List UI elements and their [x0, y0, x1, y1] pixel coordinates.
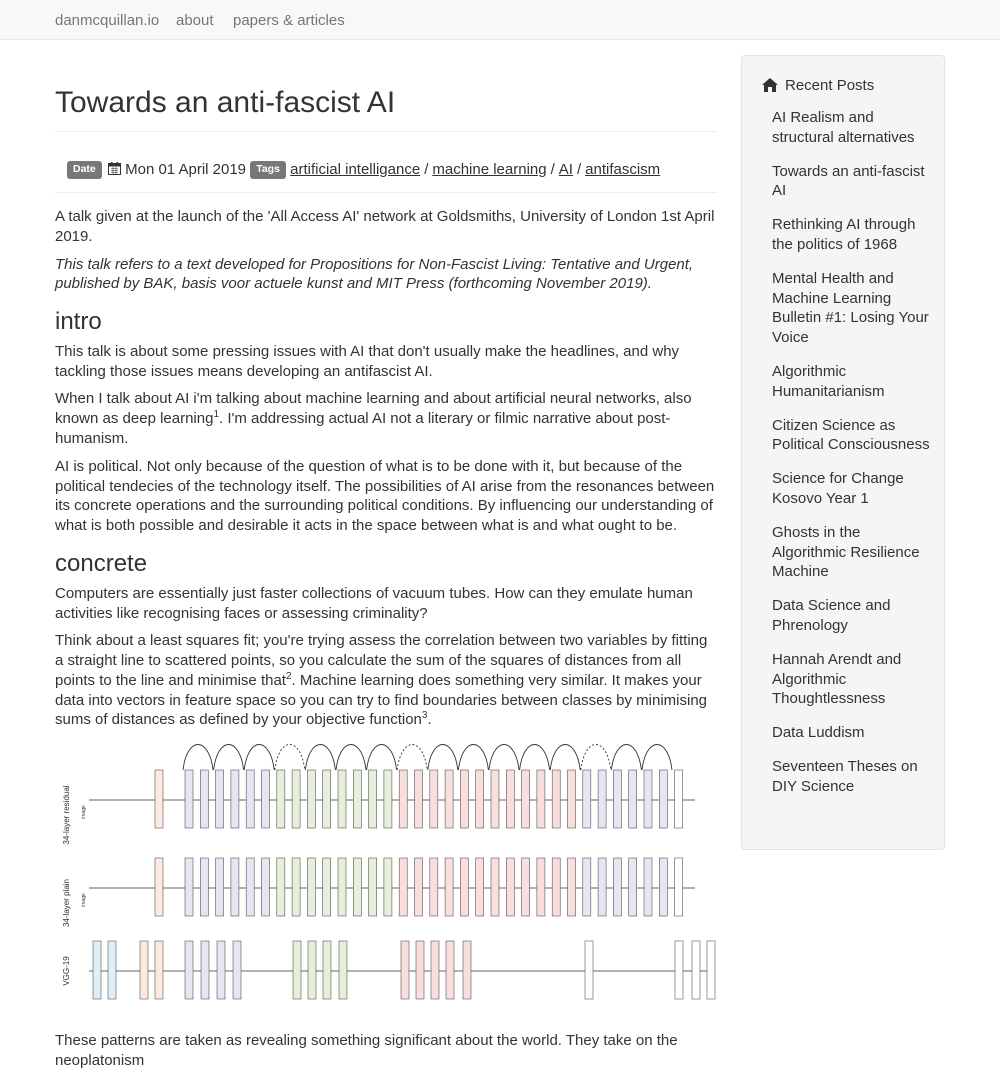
- paragraph: When I talk about AI i'm talking about machine learning and about artificial neural networks, also known as deep learning$^1$. I'm addressing actual AI not a literary or filmic narrative about post-humanism.: [55, 390, 692, 448]
- paragraph: These patterns are taken as revealing something significant about the world. They take on the neoplatonism: [55, 1032, 678, 1070]
- layer-block: [506, 770, 514, 828]
- skip-connection: [428, 745, 458, 771]
- skip-connection: [244, 745, 274, 771]
- skip-connection: [581, 745, 611, 771]
- nav-about-link[interactable]: about: [176, 12, 214, 29]
- skip-connection: [305, 745, 335, 771]
- article-body: [55, 207, 717, 1079]
- layer-block: [339, 941, 347, 999]
- layer-block: [506, 858, 514, 916]
- skip-connection: [642, 745, 672, 771]
- layer-block: [233, 941, 241, 999]
- recent-post-link[interactable]: Rethinking AI through the politics of 1968: [772, 216, 916, 253]
- layer-block: [353, 858, 361, 916]
- recent-post-link[interactable]: Towards an anti-fascist AI: [772, 162, 925, 200]
- recent-post-link[interactable]: Data Science and Phrenology: [772, 597, 891, 634]
- skip-connection: [183, 745, 213, 771]
- layer-block: [629, 770, 637, 828]
- layer-block: [338, 858, 346, 916]
- recent-post-link[interactable]: Seventeen Theses on DIY Science: [772, 757, 918, 795]
- meta-divider: [55, 192, 717, 193]
- layer-block: [217, 941, 225, 999]
- tags-badge: Tags: [250, 161, 286, 179]
- layer-block: [446, 941, 454, 999]
- list-item: [772, 723, 932, 743]
- footnote-link[interactable]: 3: [421, 710, 428, 722]
- tag-separator: /: [576, 161, 582, 178]
- layer-block: [399, 858, 407, 916]
- tag-separator: /: [550, 161, 555, 178]
- recent-post-link[interactable]: Algorithmic Humanitarianism: [772, 362, 885, 400]
- row-label: 34-layer plain: [62, 879, 71, 928]
- page-title: Towards an anti-fascist AI: [55, 86, 396, 119]
- recent-post-link[interactable]: Data Luddism: [772, 724, 865, 742]
- section-heading-concrete: concrete: [55, 550, 148, 578]
- layer-block: [675, 941, 683, 999]
- sidebar-heading: Recent Posts: [785, 77, 875, 94]
- list-item: [772, 523, 932, 582]
- layer-block: [552, 770, 560, 828]
- recent-posts-sidebar: [741, 55, 945, 850]
- nav-papers-link[interactable]: papers & articles: [233, 12, 345, 29]
- paragraph: Computers are essentially just faster collections of vacuum tubes. How can they emulate human activities like recognising faces or assessing criminality?: [55, 584, 693, 622]
- recent-posts-list: [772, 108, 932, 811]
- layer-block: [200, 858, 208, 916]
- recent-post-link[interactable]: AI Realism and structural alternatives: [772, 109, 915, 146]
- layer-block: [585, 941, 593, 999]
- layer-block: [644, 858, 652, 916]
- layer-block: [399, 770, 407, 828]
- layer-block: [460, 770, 468, 828]
- layer-block: [675, 770, 683, 828]
- intro-line: A talk given at the launch of the 'All Access AI' network at Goldsmiths, University of London 1st April 2019.: [55, 208, 715, 245]
- layer-block: [231, 858, 239, 916]
- list-item: [772, 215, 932, 255]
- layer-block: [430, 770, 438, 828]
- layer-block: [201, 941, 209, 999]
- layer-block: [552, 858, 560, 916]
- date-badge: Date: [67, 161, 102, 179]
- home-icon: [761, 77, 779, 93]
- layer-block: [384, 770, 392, 828]
- tag-separator: /: [424, 161, 429, 178]
- layer-block: [216, 770, 224, 828]
- layer-block: [415, 858, 423, 916]
- layer-block: [262, 858, 270, 916]
- layer-block: [155, 770, 163, 828]
- layer-block: [707, 941, 715, 999]
- footnote-link[interactable]: 1: [213, 409, 220, 421]
- layer-block: [522, 770, 530, 828]
- layer-block: [369, 858, 377, 916]
- layer-block: [491, 858, 499, 916]
- layer-block: [216, 858, 224, 916]
- layer-block: [568, 770, 576, 828]
- layer-block: [307, 770, 315, 828]
- layer-block: [445, 858, 453, 916]
- paragraph: AI is political. Not only because of the question of what is to be done with it, but because of the political tendecies of the technology itself. The possibilities of AI arise from the resonances between its concrete operations and the surrounding political conditions. By influencing our understanding of what is both possible and desirable it acts in the space between what is and what ought to be.: [55, 457, 715, 535]
- skip-connection: [458, 745, 488, 771]
- footnote-link[interactable]: 2: [285, 670, 292, 682]
- input-label: image: [81, 893, 87, 908]
- layer-block: [415, 770, 423, 828]
- layer-block: [200, 770, 208, 828]
- recent-post-link[interactable]: Citizen Science as Political Consciousness: [772, 416, 930, 454]
- skip-connection: [611, 745, 641, 771]
- title-divider: [55, 131, 717, 132]
- list-item: [772, 469, 932, 509]
- layer-block: [675, 858, 683, 916]
- layer-block: [93, 941, 101, 999]
- layer-block: [108, 941, 116, 999]
- tag-link[interactable]: AI: [558, 161, 573, 178]
- list-item: [772, 416, 932, 456]
- layer-block: [277, 858, 285, 916]
- section-heading-intro: intro: [55, 308, 102, 336]
- layer-block: [613, 770, 621, 828]
- layer-block: [293, 941, 301, 999]
- layer-block: [445, 770, 453, 828]
- recent-post-link[interactable]: Hannah Arendt and Algorithmic Thoughtlessness: [772, 650, 902, 708]
- tag-link[interactable]: antifascism: [585, 161, 661, 178]
- layer-block: [430, 858, 438, 916]
- top-navbar: [0, 0, 1000, 40]
- skip-connection: [397, 745, 427, 771]
- list-item: [772, 650, 932, 709]
- tag-link[interactable]: artificial intelligance: [290, 161, 421, 178]
- layer-block: [140, 941, 148, 999]
- layer-block: [583, 770, 591, 828]
- recent-post-link[interactable]: Science for Change Kosovo Year 1: [772, 470, 904, 507]
- layer-block: [416, 941, 424, 999]
- layer-block: [185, 770, 193, 828]
- recent-post-link[interactable]: Ghosts in the Algorithmic Resilience Machine: [772, 523, 920, 581]
- tag-link[interactable]: machine learning: [432, 161, 547, 178]
- layer-block: [460, 858, 468, 916]
- nav-brand-link[interactable]: danmcquillan.io: [55, 12, 160, 29]
- layer-block: [307, 858, 315, 916]
- layer-block: [338, 770, 346, 828]
- layer-block: [277, 770, 285, 828]
- layer-block: [155, 941, 163, 999]
- list-item: [772, 269, 932, 348]
- list-item: [772, 108, 932, 148]
- layer-block: [246, 770, 254, 828]
- skip-connection: [520, 745, 550, 771]
- layer-block: [659, 858, 667, 916]
- list-item: [772, 362, 932, 402]
- post-date: Mon 01 April 2019: [125, 161, 247, 178]
- row-label: VGG-19: [62, 956, 71, 986]
- list-item: [772, 162, 932, 202]
- skip-connection: [214, 745, 244, 771]
- article-meta: [67, 160, 660, 180]
- layer-block: [463, 941, 471, 999]
- layer-block: [369, 770, 377, 828]
- layer-block: [384, 858, 392, 916]
- layer-block: [598, 770, 606, 828]
- layer-block: [308, 941, 316, 999]
- layer-block: [292, 770, 300, 828]
- network-diagram: [55, 740, 717, 1025]
- layer-block: [644, 770, 652, 828]
- layer-block: [537, 858, 545, 916]
- layer-block: [185, 941, 193, 999]
- layer-block: [568, 858, 576, 916]
- skip-connection: [336, 745, 366, 771]
- resnet-architecture-figure: [55, 740, 717, 1025]
- layer-block: [323, 941, 331, 999]
- layer-block: [292, 858, 300, 916]
- layer-block: [431, 941, 439, 999]
- calendar-icon: [108, 162, 121, 175]
- layer-block: [598, 858, 606, 916]
- layer-block: [476, 858, 484, 916]
- recent-post-link[interactable]: Mental Health and Machine Learning Bulletin #1: Losing Your Voice: [772, 269, 929, 347]
- layer-block: [401, 941, 409, 999]
- layer-block: [491, 770, 499, 828]
- list-item: [772, 757, 932, 797]
- row-label: 34-layer residual: [62, 785, 71, 845]
- layer-block: [231, 770, 239, 828]
- layer-block: [262, 770, 270, 828]
- paragraph: Think about a least squares fit; you're trying assess the correlation between two variables by fitting a straight line to scattered points, so you calculate the sum of the squares of distances from all points to the line and minimise that$^2$. Machine learning does something very similar. It makes your data into vectors in feature space so you can try to find boundaries between classes by minimising sums of distances as defined by your objective function$^3$.: [55, 632, 708, 729]
- input-label: image: [81, 805, 87, 820]
- layer-block: [522, 858, 530, 916]
- layer-block: [583, 858, 591, 916]
- layer-block: [476, 770, 484, 828]
- note-text: This talk refers to a text developed for Propositions for Non-Fascist Living: Tentative and Urgent, published by BAK, basis voor actuele kunst and MIT Press (forthcoming November 2019).: [55, 255, 694, 293]
- skip-connection: [275, 745, 305, 771]
- layer-block: [155, 858, 163, 916]
- layer-block: [537, 770, 545, 828]
- layer-block: [353, 770, 361, 828]
- layer-block: [323, 858, 331, 916]
- layer-block: [659, 770, 667, 828]
- layer-block: [246, 858, 254, 916]
- layer-block: [185, 858, 193, 916]
- skip-connection: [550, 745, 580, 771]
- paragraph: This talk is about some pressing issues with AI that don't usually make the headlines, and why tackling those issues means developing an antifascist AI.: [55, 342, 680, 380]
- layer-block: [613, 858, 621, 916]
- skip-connection: [367, 745, 397, 771]
- layer-block: [692, 941, 700, 999]
- skip-connection: [489, 745, 519, 771]
- layer-block: [629, 858, 637, 916]
- layer-block: [323, 770, 331, 828]
- list-item: [772, 596, 932, 636]
